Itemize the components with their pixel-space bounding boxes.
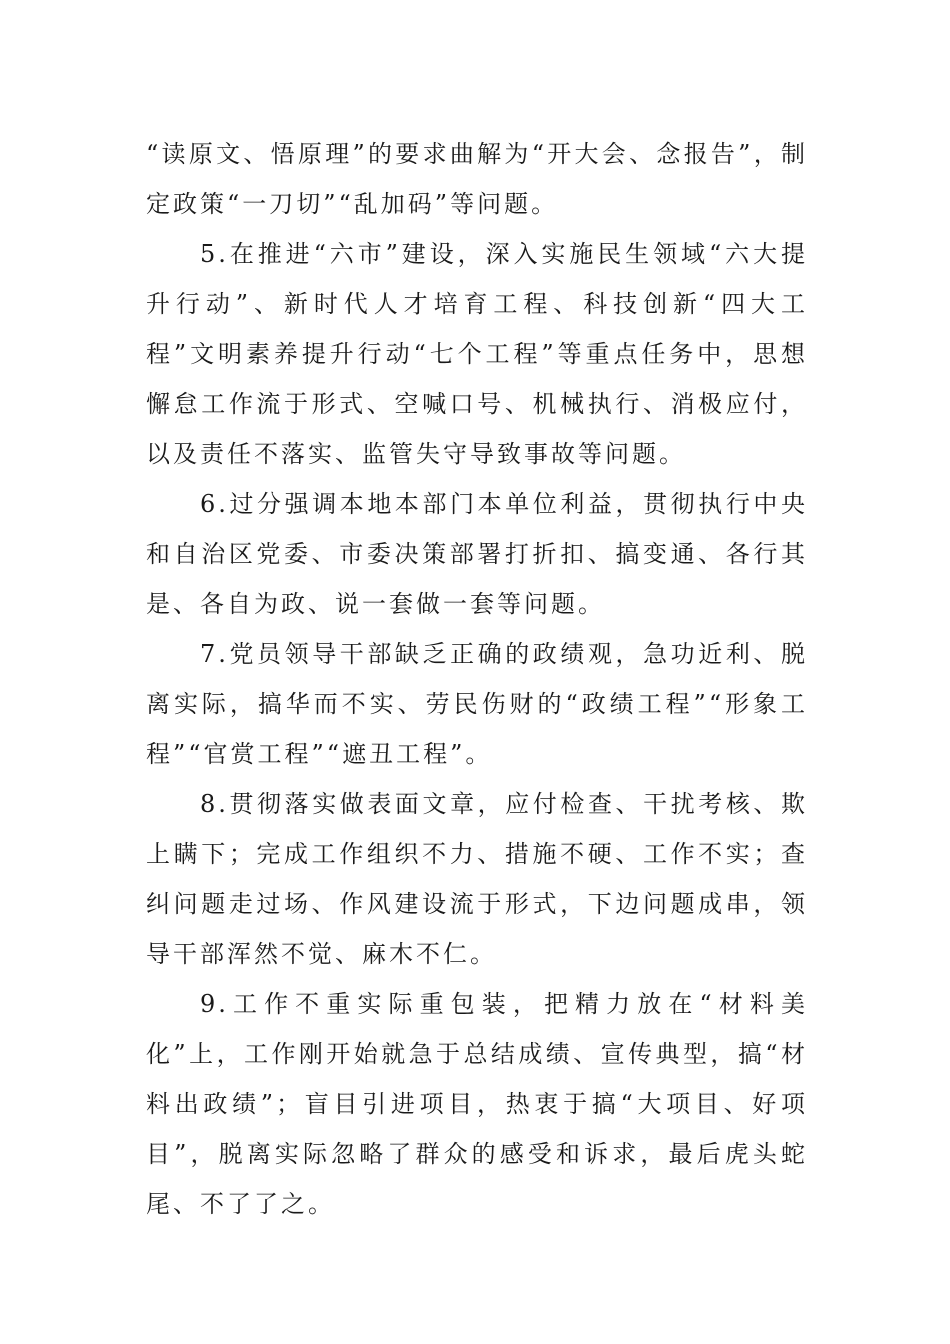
paragraph-continued: “读原文、悟原理”的要求曲解为“开大会、念报告”，制定政策“一刀切”“乱加码”等问题。 — [146, 140, 808, 218]
paragraph-item-9: 9.工作不重实际重包装，把精力放在“材料美化”上，工作刚开始就急于总结成绩、宣传典型，搞“材料出政绩”；盲目引进项目，热衷于搞“大项目、好项目”，脱离实际忽略了群众的感受和诉求，最后虎头蛇尾、不了了之。 — [146, 990, 808, 1218]
paragraph-item-5: 5.在推进“六市”建设，深入实施民生领域“六大提升行动”、新时代人才培育工程、科技创新“四大工程”文明素养提升行动“七个工程”等重点任务中，思想懈怠工作流于形式、空喊口号、机械执行、消极应付，以及责任不落实、监管失守导致事故等问题。 — [146, 240, 808, 468]
paragraph-item-8: 8.贯彻落实做表面文章，应付检查、干扰考核、欺上瞒下；完成工作组织不力、措施不硬、工作不实；查纠问题走过场、作风建设流于形式，下边问题成串，领导干部浑然不觉、麻木不仁。 — [146, 790, 808, 968]
paragraph-item-7: 7.党员领导干部缺乏正确的政绩观，急功近利、脱离实际，搞华而不实、劳民伤财的“政绩工程”“形象工程”“官赏工程”“遮丑工程”。 — [146, 640, 808, 768]
document-body — [146, 129, 808, 1229]
paragraph-item-6: 6.过分强调本地本部门本单位利益，贯彻执行中央和自治区党委、市委决策部署打折扣、搞变通、各行其是、各自为政、说一套做一套等问题。 — [146, 490, 808, 618]
